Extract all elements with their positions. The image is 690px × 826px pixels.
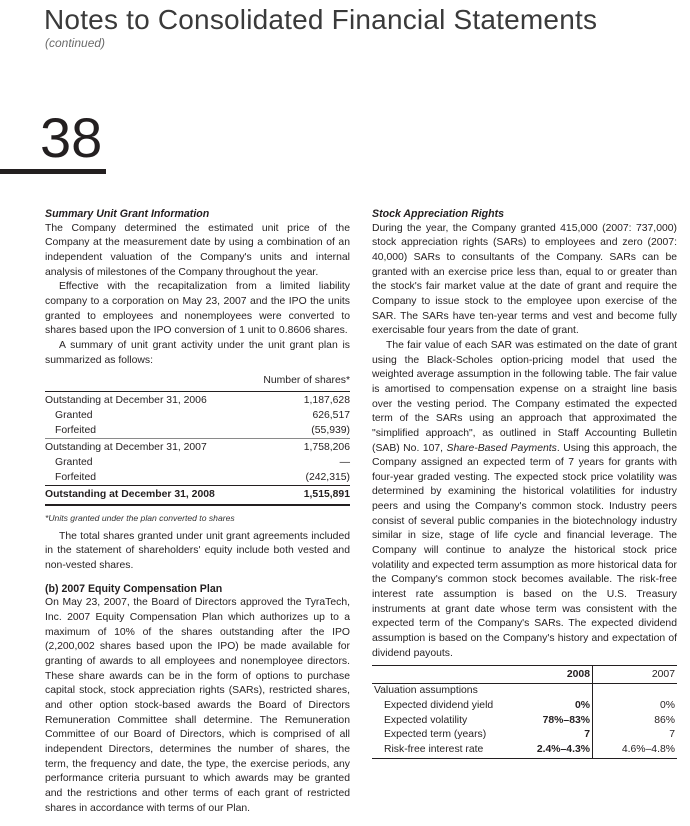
table-row (372, 714, 677, 729)
table-header-row (372, 666, 677, 684)
row-label: Granted (55, 409, 93, 421)
row-label: Forfeited (55, 424, 97, 436)
page-header-title: Notes to Consolidated Financial Statements (44, 4, 598, 35)
column-header-2007: 2007 (593, 666, 678, 684)
summary-unit-grant-heading: Summary Unit Grant Information (45, 208, 210, 220)
group-label: Valuation assumptions (374, 685, 478, 697)
table-row (45, 456, 350, 471)
table-total-row (45, 486, 350, 506)
left-column (45, 207, 350, 816)
value-2008: 78%–83% (508, 714, 593, 729)
row-value: (242,315) (305, 471, 350, 483)
row-label: Expected term (years) (384, 729, 487, 741)
row-value: 1,515,891 (247, 486, 350, 506)
column-header-2008: 2008 (508, 666, 593, 684)
paragraph: The Company determined the estimated unit price of the Company at the measurement date by using a combination of an independent valuation of the Company's units and internal analysis of milestones of the Company throughout the year. (45, 222, 350, 278)
row-value: 1,187,628 (247, 392, 350, 409)
row-value: (55,939) (311, 424, 350, 436)
page-header-subtitle: (continued) (45, 36, 106, 50)
value-2007: 4.6%–4.8% (593, 743, 678, 758)
value-2007: 86% (654, 714, 675, 726)
paragraph: On May 23, 2007, the Board of Directors approved the TyraTech, Inc. 2007 Equity Compensation Plan which authorizes up to a maximum of 10% of the shares outstanding after the IPO (2,200,002 shares based upon the IPO) be made available for granting of awards to all employees and nonemployee directors. These share awards can be in the form of options to purchase capital stock, stock appreciation rights (SARs), restricted shares, and other option stock-based awards the Board of Directors Remuneration Committee shall determine. The Remuneration Committee of our Board of Directors, which is comprised of all independent Directors, determines the number of shares, the term, the frequency and date, the type, the exercise periods, any performance criteria pursuant to which awards may be granted and the restrictions and other terms of each grant of restricted shares in accordance with terms of our Plan. (45, 597, 350, 814)
table-row (372, 743, 677, 758)
row-label: Forfeited (55, 471, 97, 483)
row-value: 626,517 (312, 409, 350, 421)
table-row (45, 424, 350, 439)
right-column (372, 207, 677, 759)
paragraph: Effective with the recapitalization from a limited liability company to a corporation on May 23, 2007 and the IPO the units granted to employees and nonemployees were converted to shares based upon the IPO conversion of 1 unit to 0.8606 shares. (45, 281, 350, 337)
unit-grant-table (45, 372, 350, 506)
table-row (45, 409, 350, 424)
value-2007: 7 (669, 729, 675, 741)
table-row (45, 471, 350, 486)
row-label: Outstanding at December 31, 2007 (45, 439, 247, 456)
row-label: Granted (55, 456, 93, 468)
paragraph-text: . Using this approach, the Company assigned an expected term of 7 years for grants with four-year graded vesting. The expected stock price volatility was determined by examining the historical volatilities for industry peers and using the Company's common stock. Industry peers consist of several public companies in the biotechnology industry similar in size, stage of life cycle and financial leverage. The Company will continue to analyze the historical stock price volatility and expected term assumption as more historical data for the Company's common stock becomes available. The risk-free interest rate assumption is based on the U.S. Treasury instruments at grant date whose term was consistent with the expected term of the Company's SARs. The expected dividend assumption is based on the Company's history and expectation of dividend payouts. (372, 442, 677, 659)
table-row (372, 699, 677, 714)
value-2008: 7 (508, 728, 593, 743)
paragraph: A summary of unit grant activity under the unit grant plan is summarized as follows: (45, 339, 350, 366)
valuation-assumptions-table (372, 665, 677, 758)
table-footnote: *Units granted under the plan converted to shares (45, 513, 235, 524)
table-column-header: Number of shares* (263, 375, 350, 387)
paragraph: During the year, the Company granted 415,000 (2007: 737,000) stock appreciation rights (SARs) to employees and zero (2007: 40,000) SARs to consultants of the Company. SARs can be granted with an exercise price less than, equal to or greater than the stock's fair market value at the date of grant and require the Company to issue stock to the employee upon exercise of the SAR. The SARs have ten-year terms and vest and become fully exercisable four years from the date of grant. (372, 222, 677, 337)
value-2008: 0% (508, 699, 593, 714)
table-row (45, 439, 350, 456)
row-value: 1,758,206 (247, 439, 350, 456)
publication-title: Share-Based Payments (446, 442, 557, 454)
table-row (45, 392, 350, 409)
page-number: 38 (40, 106, 103, 169)
paragraph-text: The fair value of each SAR was estimated on the date of grant using the Black-Scholes option-pricing model that used the weighted average assumption in the following table. The fair value is amortised to compensation expense on a straight line basis over the vesting period. The Company estimated the expected term of the SARs using an approach that approximated the "simplified approach", as outlined in Staff Accounting Bulletin (SAB) No. 107, (372, 339, 677, 454)
row-label: Risk-free interest rate (372, 743, 508, 758)
table-row (372, 728, 677, 743)
row-label: Expected volatility (384, 714, 468, 726)
row-label: Expected dividend yield (384, 700, 494, 711)
value-2008: 2.4%–4.3% (508, 743, 593, 758)
value-2007: 0% (659, 700, 675, 711)
table-group-row (372, 684, 677, 699)
paragraph: The total shares granted under unit grant agreements included in the statement of shareholders' equity include both vested and non-vested shares. (45, 530, 350, 572)
row-label: Outstanding at December 31, 2006 (45, 392, 247, 409)
row-label: Outstanding at December 31, 2008 (45, 486, 247, 506)
stock-appreciation-rights-heading: Stock Appreciation Rights (372, 208, 505, 220)
paragraph (372, 339, 677, 661)
page-number-rule (0, 169, 106, 174)
row-value: — (339, 456, 350, 468)
equity-compensation-plan-heading: (b) 2007 Equity Compensation Plan (45, 582, 223, 595)
